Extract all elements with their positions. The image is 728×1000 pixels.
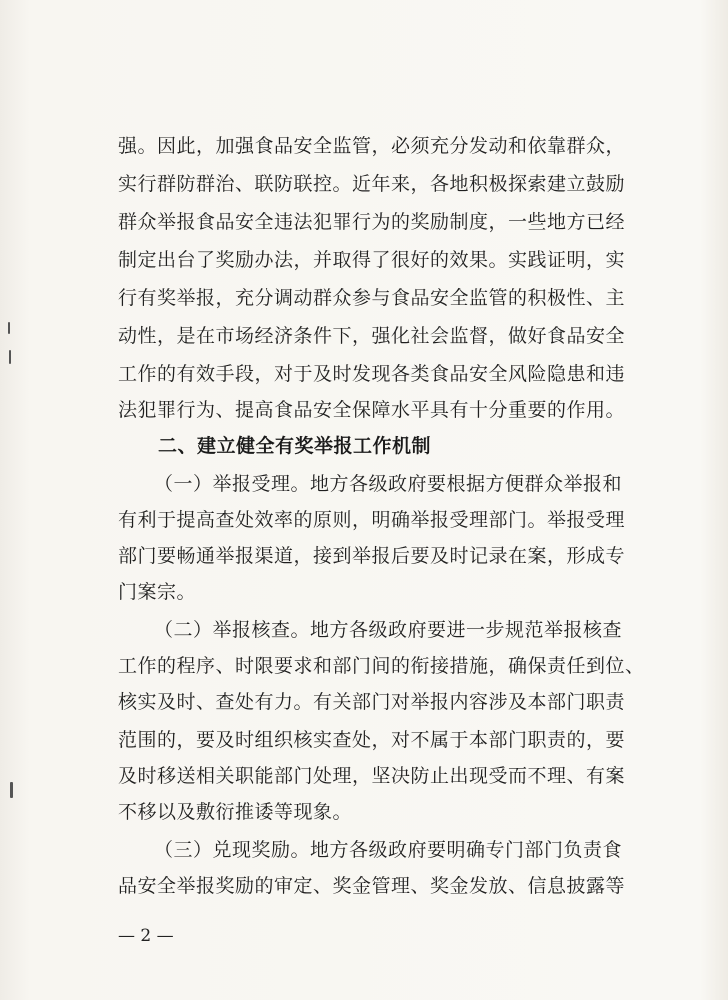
paragraph-line: 工作的有效手段，对于及时发现各类食品安全风险隐患和违 xyxy=(118,363,626,385)
section-heading: 二、建立健全有奖举报工作机制 xyxy=(158,435,432,457)
paragraph-line: 动性，是在市场经济条件下，强化社会监督，做好食品安全 xyxy=(118,325,626,347)
paragraph-line: 群众举报食品安全违法犯罪行为的奖励制度，一些地方已经 xyxy=(118,211,626,233)
paragraph-line: 强。因此，加强食品安全监管，必须充分发动和依靠群众， xyxy=(118,135,626,157)
paragraph-line: 行有奖举报，充分调动群众参与食品安全监管的积极性、主 xyxy=(118,287,626,309)
paragraph-line: 制定出台了奖励办法，并取得了很好的效果。实践证明，实 xyxy=(118,249,626,271)
paragraph-line: （二）举报核查。地方各级政府要进一步规范举报核查 xyxy=(154,619,623,641)
paragraph-line: 有利于提高查处效率的原则，明确举报受理部门。举报受理 xyxy=(118,509,626,531)
paragraph-line: 实行群防群治、联防联控。近年来，各地积极探索建立鼓励 xyxy=(118,173,626,195)
paragraph-line: （一）举报受理。地方各级政府要根据方便群众举报和 xyxy=(154,473,623,495)
paragraph-line: 不移以及敷衍推诿等现象。 xyxy=(118,801,353,823)
paragraph-line: 核实及时、查处有力。有关部门对举报内容涉及本部门职责 xyxy=(118,691,626,713)
paragraph-line: 品安全举报奖励的审定、奖金管理、奖金发放、信息披露等 xyxy=(118,875,626,897)
paragraph-line: 门案宗。 xyxy=(118,581,197,603)
paragraph-line: 部门要畅通举报渠道，接到举报后要及时记录在案，形成专 xyxy=(118,545,626,567)
paragraph-line: 工作的程序、时限要求和部门间的衔接措施，确保责任到位、 xyxy=(118,655,645,677)
paragraph-line: 及时移送相关职能部门处理，坚决防止出现受而不理、有案 xyxy=(118,765,626,787)
paragraph-line: 范围的，要及时组织核实查处，对不属于本部门职责的，要 xyxy=(118,729,626,751)
scan-mark xyxy=(10,782,13,798)
scan-mark xyxy=(8,322,10,334)
paragraph-line: 法犯罪行为、提高食品安全保障水平具有十分重要的作用。 xyxy=(118,399,626,421)
paragraph-line: （三）兑现奖励。地方各级政府要明确专门部门负责食 xyxy=(154,839,623,861)
page-number: — 2 — xyxy=(118,926,174,946)
scan-mark xyxy=(9,350,11,364)
